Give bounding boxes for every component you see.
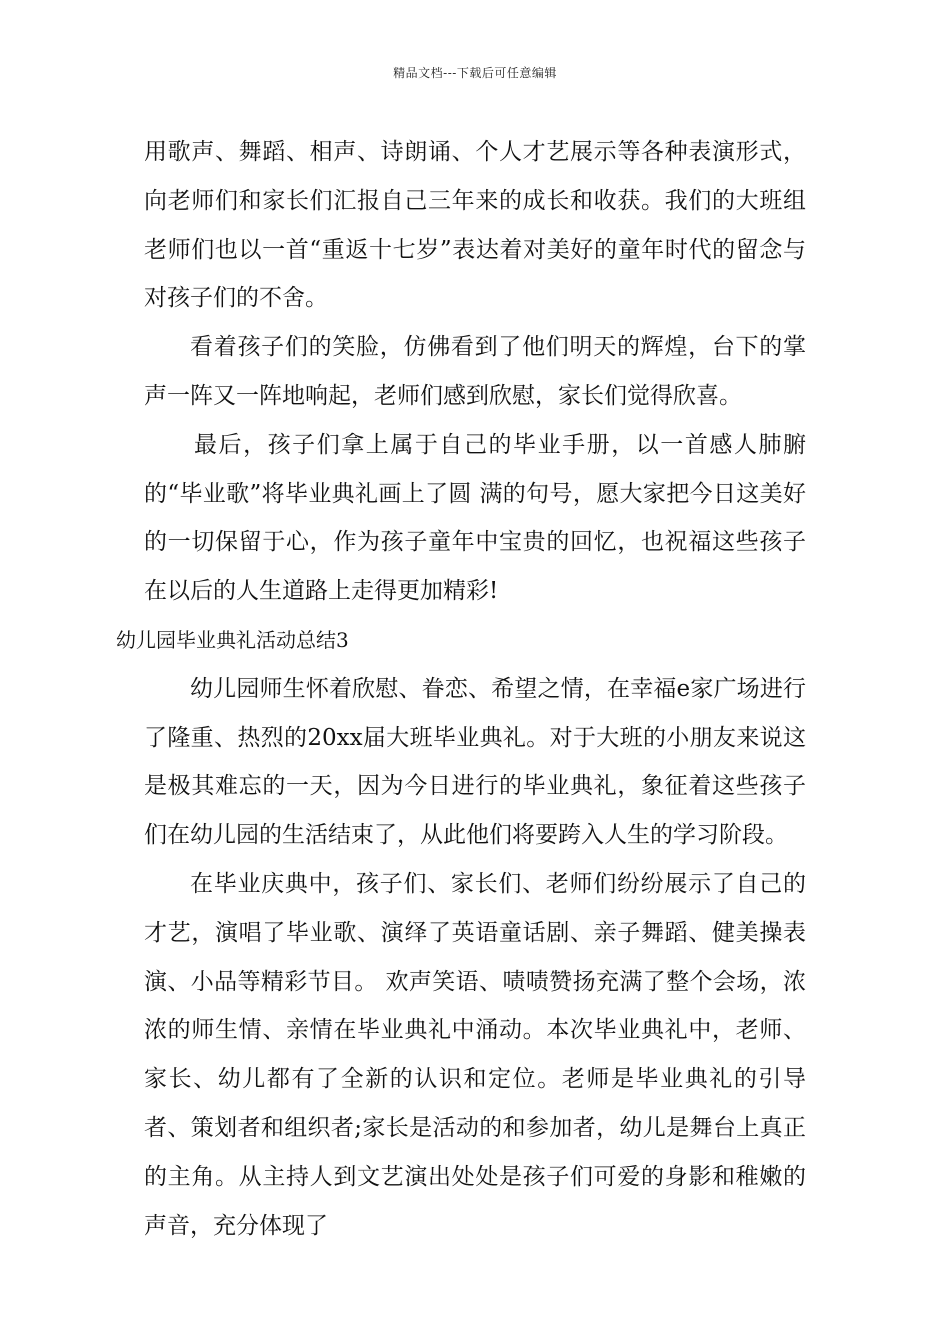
section-title: 幼儿园毕业典礼活动总结3: [116, 627, 349, 652]
document-body: [116, 128, 806, 1250]
paragraph: 最后，孩子们拿上属于自己的毕业手册，以一首感人肺腑的“毕业歌”将毕业典礼画上了圆 满的句号，愿大家把今日这美好的一切保留于心，作为孩子童年中宝贵的回忆，也祝福这些孩子在以后的人生道路上走得更加精彩!: [144, 431, 806, 605]
paragraph: 幼儿园师生怀着欣慰、眷恋、希望之情，在幸福e家广场进行了隆重、热烈的20xx届大班毕业典礼。对于大班的小朋友来说这是极其难忘的一天，因为今日进行的毕业典礼，象征着这些孩子们在幼儿园的生活结束了，从此他们将要跨入人生的学习阶段。: [144, 675, 806, 849]
paragraph: 在毕业庆典中，孩子们、家长们、老师们纷纷展示了自己的才艺，演唱了毕业歌、演绎了英语童话剧、亲子舞蹈、健美操表演、小品等精彩节目。 欢声笑语、啧啧赞扬充满了整个会场，浓浓的师生情、亲情在毕业典礼中涌动。本次毕业典礼中，老师、家长、幼儿都有了全新的认识和定位。老师是毕业典礼的引导者、策划者和组织者;家长是活动的和参加者，幼儿是舞台上真正的主角。从主持人到文艺演出处处是孩子们可爱的身影和稚嫩的声音，充分体现了: [144, 870, 806, 1239]
paragraph: 用歌声、舞蹈、相声、诗朗诵、个人才艺展示等各种表演形式，向老师们和家长们汇报自己三年来的成长和收获。我们的大班组老师们也以一首“重返十七岁”表达着对美好的童年时代的留念与对孩子们的不舍。: [144, 139, 806, 312]
page-header: 精品文档---下载后可任意编辑: [393, 66, 557, 80]
paragraph: 看着孩子们的笑脸，仿佛看到了他们明天的辉煌，台下的掌声一阵又一阵地响起，老师们感到欣慰，家长们觉得欣喜。: [144, 334, 806, 409]
